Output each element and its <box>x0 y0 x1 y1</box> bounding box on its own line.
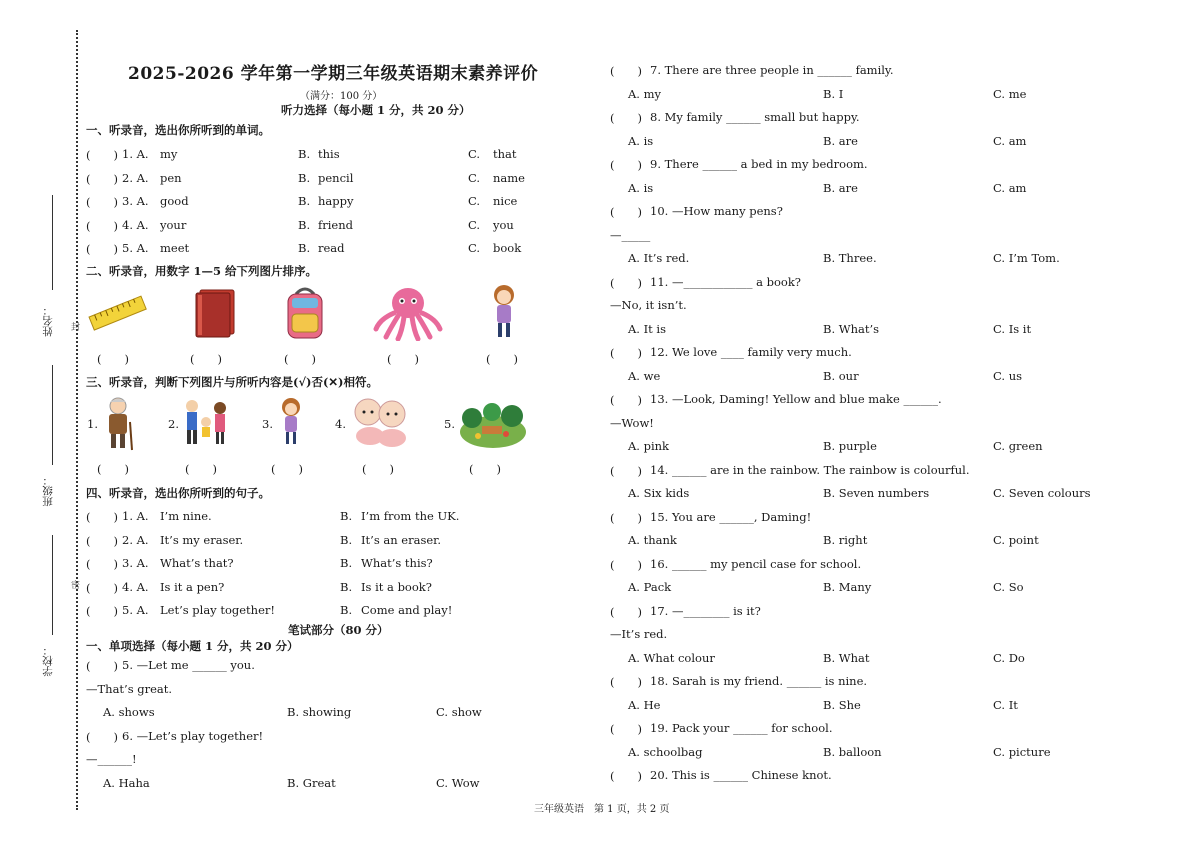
question-stem: 18. Sarah is my friend. ______ is nine. <box>650 674 868 688</box>
option-c[interactable]: C. Is it <box>993 321 1032 336</box>
ruler-picture <box>88 293 148 335</box>
option-c[interactable]: C. Seven colours <box>993 486 1091 500</box>
option-a[interactable]: pen <box>160 170 182 185</box>
option-c[interactable]: you <box>493 217 514 232</box>
judge-blank[interactable]: ( ) <box>362 462 394 476</box>
option-b[interactable]: Come and play! <box>361 603 453 617</box>
option-a[interactable]: A. schoolbag <box>628 744 703 759</box>
question-stem: 11. —____________ a book? <box>650 274 801 289</box>
school-label: 学校： <box>42 645 54 677</box>
section4-heading: 四、听录音，选出你所听到的句子。 <box>86 486 270 500</box>
answer-paren[interactable]: ( ) <box>610 64 642 78</box>
option-a[interactable]: Is it a pen? <box>160 579 225 594</box>
option-b[interactable]: B. purple <box>823 439 877 453</box>
option-a[interactable]: A. He <box>628 697 661 712</box>
option-c[interactable]: C. So <box>993 580 1024 594</box>
question-reply: —Wow! <box>610 415 654 430</box>
question-number: 4. A. <box>122 579 149 594</box>
option-a[interactable]: A. we <box>628 368 661 383</box>
judge-blank[interactable]: ( ) <box>469 462 501 476</box>
option-b[interactable]: happy <box>318 194 354 208</box>
option-b-label: B. <box>298 194 311 208</box>
order-blank[interactable]: ( ) <box>284 352 316 366</box>
option-c[interactable]: C. point <box>993 533 1039 547</box>
q6-option-a[interactable]: A. Haha <box>103 776 150 790</box>
answer-paren[interactable]: ( ) <box>610 463 642 478</box>
option-b-label: B. <box>298 147 311 161</box>
question-stem: 7. There are three people in ______ family. <box>650 63 894 77</box>
answer-paren[interactable]: ( ) <box>610 158 642 172</box>
question-stem: 19. Pack your ______ for school. <box>650 721 833 735</box>
name-underline <box>52 195 53 290</box>
question-stem: 10. —How many pens? <box>650 204 783 218</box>
girl-picture <box>486 283 522 343</box>
family-picture <box>180 398 232 448</box>
answer-paren[interactable]: ( ) <box>86 580 118 595</box>
q6-reply: —______! <box>86 752 137 766</box>
q6-option-c[interactable]: C. Wow <box>436 776 480 790</box>
option-b-label: B. <box>340 556 353 570</box>
answer-paren[interactable]: ( ) <box>86 557 118 571</box>
q5-option-a[interactable]: A. shows <box>103 705 155 719</box>
option-c[interactable]: C. Do <box>993 650 1025 665</box>
question-number: 2. A. <box>122 532 149 547</box>
answer-paren[interactable]: ( ) <box>610 346 642 360</box>
option-b[interactable]: What’s this? <box>361 556 433 570</box>
option-b-label: B. <box>298 217 311 232</box>
order-blank[interactable]: ( ) <box>387 352 419 366</box>
book-picture <box>190 286 240 340</box>
order-blank[interactable]: ( ) <box>486 352 518 366</box>
q5-paren[interactable]: ( ) <box>86 659 118 673</box>
option-a[interactable]: A. It’s red. <box>628 251 690 265</box>
option-c[interactable]: that <box>493 147 517 161</box>
option-b-label: B. <box>298 170 311 185</box>
answer-paren[interactable]: ( ) <box>86 604 118 618</box>
single-choice-heading: 一、单项选择（每小题 1 分，共 20 分） <box>86 639 299 653</box>
question-number: 5. A. <box>122 603 149 617</box>
answer-paren[interactable]: ( ) <box>86 510 118 524</box>
picture-number: 2. <box>168 417 179 431</box>
option-b[interactable]: B. balloon <box>823 744 882 759</box>
park-picture <box>458 398 528 450</box>
judge-blank[interactable]: ( ) <box>271 462 303 476</box>
class-underline <box>52 365 53 465</box>
q5-option-c[interactable]: C. show <box>436 705 482 719</box>
answer-paren[interactable]: ( ) <box>86 218 118 233</box>
option-c[interactable]: C. It <box>993 697 1018 712</box>
option-c[interactable]: C. green <box>993 439 1043 453</box>
question-stem: 14. ______ are in the rainbow. The rainbow is colourful. <box>650 462 970 477</box>
answer-paren[interactable]: ( ) <box>610 393 642 407</box>
option-b[interactable]: B. What <box>823 650 870 665</box>
seal-char-feng: 封 <box>71 323 81 333</box>
option-b[interactable]: pencil <box>318 170 354 185</box>
question-number: 1. A. <box>122 509 149 523</box>
question-number: 4. A. <box>122 217 149 232</box>
option-b[interactable]: Is it a book? <box>361 579 432 594</box>
option-a[interactable]: What’s that? <box>160 556 234 570</box>
option-c[interactable]: C. am <box>993 133 1027 148</box>
option-b-label: B. <box>340 603 353 617</box>
section2-heading: 二、听录音，用数字 1—5 给下列图片排序。 <box>86 264 318 278</box>
option-c[interactable]: C. us <box>993 368 1023 383</box>
section1-heading: 一、听录音，选出你所听到的单词。 <box>86 123 270 137</box>
option-b[interactable]: B. She <box>823 697 861 712</box>
option-b[interactable]: this <box>318 147 340 161</box>
answer-paren[interactable]: ( ) <box>610 675 642 689</box>
option-b[interactable]: B. are <box>823 133 858 148</box>
option-a[interactable]: your <box>160 217 187 232</box>
listening-part-heading: 听力选择（每小题 1 分，共 20 分） <box>281 103 471 117</box>
page-footer: 三年级英语 第 1 页，共 2 页 <box>534 804 670 815</box>
answer-paren[interactable]: ( ) <box>86 195 118 209</box>
question-number: 5. A. <box>122 241 149 255</box>
option-b[interactable]: It’s an eraser. <box>361 532 442 547</box>
option-a[interactable]: It’s my eraser. <box>160 532 244 547</box>
q5-reply: —That’s great. <box>86 682 173 696</box>
written-part-heading: 笔试部分（80 分） <box>288 623 389 637</box>
question-stem: 15. You are ______, Daming! <box>650 509 812 524</box>
exam-title: 2025-2026 学年第一学期三年级英语期末素养评价 <box>128 64 539 84</box>
option-b[interactable]: I’m from the UK. <box>361 509 460 523</box>
question-number: 1. A. <box>122 147 149 161</box>
option-b[interactable]: B. Many <box>823 580 872 594</box>
option-a[interactable]: good <box>160 194 189 208</box>
question-stem: 8. My family ______ small but happy. <box>650 110 860 124</box>
option-b-label: B. <box>340 532 353 547</box>
option-a[interactable]: meet <box>160 241 190 255</box>
option-a[interactable]: I’m nine. <box>160 509 212 523</box>
girl-picture-2 <box>276 397 306 449</box>
question-reply: —It’s red. <box>610 627 668 641</box>
answer-paren[interactable]: ( ) <box>610 557 642 572</box>
answer-paren[interactable]: ( ) <box>610 510 642 525</box>
picture-number: 3. <box>262 417 273 431</box>
q6-stem: 6. —Let’s play together! <box>122 729 264 743</box>
order-blank[interactable]: ( ) <box>190 352 222 366</box>
question-stem: 17. —________ is it? <box>650 603 761 618</box>
question-number: 3. A. <box>122 194 149 208</box>
option-a[interactable]: my <box>160 147 178 161</box>
school-underline <box>52 535 53 635</box>
answer-paren[interactable]: ( ) <box>610 769 642 783</box>
q6-paren[interactable]: ( ) <box>86 730 118 744</box>
option-c[interactable]: book <box>493 241 522 255</box>
option-a[interactable]: A. It is <box>628 321 667 336</box>
option-c[interactable]: C. picture <box>993 744 1051 759</box>
option-b-label: B. <box>340 579 353 594</box>
option-c[interactable]: name <box>493 170 525 185</box>
option-b-label: B. <box>340 509 353 523</box>
option-b-label: B. <box>298 241 311 255</box>
picture-number: 1. <box>87 417 98 431</box>
option-a[interactable]: A. is <box>628 180 654 195</box>
option-a[interactable]: A. is <box>628 133 654 148</box>
option-c[interactable]: C. me <box>993 86 1027 101</box>
binding-dotted-line <box>76 30 78 810</box>
answer-paren[interactable]: ( ) <box>86 148 118 162</box>
question-reply: —No, it isn’t. <box>610 298 687 312</box>
question-number: 2. A. <box>122 170 149 185</box>
option-b[interactable]: read <box>318 241 345 255</box>
class-label: 班级： <box>42 475 54 507</box>
name-label: 姓名： <box>42 305 54 337</box>
question-stem: 13. —Look, Daming! Yellow and blue make ______. <box>650 392 942 406</box>
judge-blank[interactable]: ( ) <box>97 462 129 476</box>
option-b[interactable]: B. right <box>823 533 868 547</box>
q5-stem: 5. —Let me ______ you. <box>122 658 255 672</box>
option-c-label: C. <box>468 217 481 232</box>
question-stem: 16. ______ my pencil case for school. <box>650 556 862 571</box>
question-stem: 12. We love ____ family very much. <box>650 345 852 359</box>
answer-paren[interactable]: ( ) <box>610 604 642 619</box>
answer-paren[interactable]: ( ) <box>610 275 642 290</box>
full-score: （满分：100 分） <box>300 91 383 102</box>
option-c[interactable]: nice <box>493 194 518 208</box>
option-c[interactable]: C. am <box>993 180 1027 195</box>
q6-option-b[interactable]: B. Great <box>287 776 336 790</box>
picture-number: 4. <box>335 417 346 431</box>
option-b[interactable]: friend <box>318 217 354 232</box>
option-b[interactable]: B. Seven numbers <box>823 486 930 500</box>
answer-paren[interactable]: ( ) <box>610 722 642 736</box>
option-c-label: C. <box>468 241 481 255</box>
section3-heading: 三、听录音，判断下列图片与所听内容是(√)否(✕)相符。 <box>86 375 378 389</box>
schoolbag-picture <box>280 284 330 342</box>
option-a[interactable]: A. my <box>628 86 662 101</box>
option-a[interactable]: A. What colour <box>628 650 715 665</box>
question-stem: 9. There ______ a bed in my bedroom. <box>650 157 868 171</box>
option-c[interactable]: C. I’m Tom. <box>993 251 1060 265</box>
option-a[interactable]: A. Six kids <box>628 486 690 500</box>
order-blank[interactable]: ( ) <box>97 352 129 366</box>
answer-paren[interactable]: ( ) <box>86 171 118 186</box>
option-c-label: C. <box>468 194 481 208</box>
answer-paren[interactable]: ( ) <box>86 242 118 256</box>
option-b[interactable]: B. Three. <box>823 251 877 265</box>
option-b[interactable]: B. our <box>823 368 859 383</box>
question-stem: 20. This is ______ Chinese knot. <box>650 768 832 782</box>
option-b[interactable]: B. What’s <box>823 321 880 336</box>
option-b[interactable]: B. are <box>823 180 858 195</box>
option-a[interactable]: A. Pack <box>628 580 672 594</box>
option-c-label: C. <box>468 147 481 161</box>
option-a[interactable]: A. pink <box>628 439 670 453</box>
question-number: 3. A. <box>122 556 149 570</box>
question-reply: —_____ <box>610 227 651 242</box>
grandpa-picture <box>100 396 136 452</box>
option-a[interactable]: Let’s play together! <box>160 603 275 617</box>
q5-option-b[interactable]: B. showing <box>287 705 352 719</box>
seal-char-mi: 密 <box>71 581 81 591</box>
answer-paren[interactable]: ( ) <box>610 205 642 219</box>
picture-number: 5. <box>444 417 455 431</box>
option-b[interactable]: B. I <box>823 86 844 101</box>
answer-paren[interactable]: ( ) <box>86 533 118 548</box>
judge-blank[interactable]: ( ) <box>185 462 217 476</box>
twin-babies-picture <box>348 396 414 448</box>
option-c-label: C. <box>468 170 481 185</box>
answer-paren[interactable]: ( ) <box>610 111 642 125</box>
octopus-picture <box>372 285 444 341</box>
option-a[interactable]: A. thank <box>628 533 677 547</box>
